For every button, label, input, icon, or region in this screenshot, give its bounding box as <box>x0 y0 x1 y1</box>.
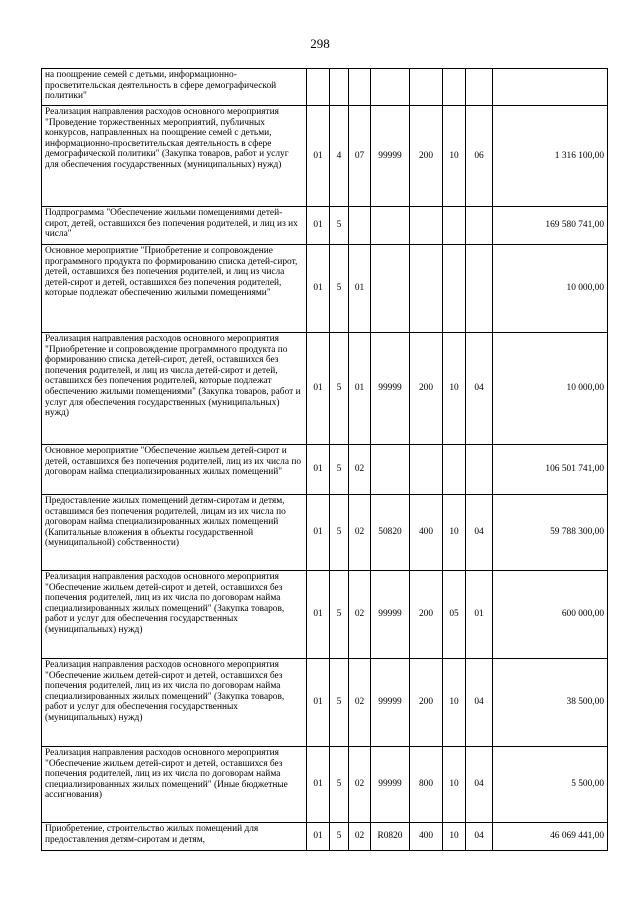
table-row <box>42 571 608 659</box>
cell-amount <box>493 69 608 106</box>
cell-subsection <box>466 69 493 106</box>
cell-subsection: 04 <box>466 823 493 851</box>
cell-direction: 50820 <box>371 495 410 571</box>
cell-subsection: 04 <box>466 495 493 571</box>
cell-amount: 600 000,00 <box>493 571 608 659</box>
cell-subprogram: 5 <box>330 823 349 851</box>
cell-subprogram: 4 <box>330 106 349 207</box>
cell-subprogram: 5 <box>330 207 349 245</box>
cell-amount: 5 500,00 <box>493 747 608 823</box>
row-name: Предоставление жилых помещений детям-сиротам и детям, оставшимся без попечения родителей, лицам из их числа по договорам найма специализированных жилых помещений (Капитальные вложения в объекты государственной (муниципальной) собственности) <box>42 495 307 571</box>
cell-section: 10 <box>443 659 466 747</box>
cell-subsection: 06 <box>466 106 493 207</box>
cell-expense-type: 800 <box>410 747 443 823</box>
cell-program: 01 <box>307 495 330 571</box>
cell-amount: 1 316 100,00 <box>493 106 608 207</box>
cell-subprogram: 5 <box>330 747 349 823</box>
cell-subsection <box>466 245 493 333</box>
cell-event <box>349 207 371 245</box>
row-name: Реализация направления расходов основного мероприятия "Обеспечение жильем детей-сирот и детей, оставшихся без попечения родителей, лиц из их числа по договорам найма специализированных жилых помещений" (Иные бюджетные ассигнования) <box>42 747 307 823</box>
cell-direction <box>371 245 410 333</box>
budget-table <box>41 68 608 851</box>
table-row <box>42 659 608 747</box>
cell-section: 10 <box>443 495 466 571</box>
cell-subsection <box>466 445 493 495</box>
cell-event: 02 <box>349 445 371 495</box>
row-name: Реализация направления расходов основного мероприятия "Проведение торжественных мероприятий, публичных конкурсов, направленных на поощрение семей с детьми, информационно-просветительская деятельность в сфере демографической политики" (Закупка товаров, работ и услуг для обеспечения государственных (муниципальных) нужд) <box>42 106 307 207</box>
cell-section: 10 <box>443 333 466 445</box>
cell-event: 01 <box>349 245 371 333</box>
cell-subprogram: 5 <box>330 445 349 495</box>
row-name: Основное мероприятие "Приобретение и сопровождение программного продукта по формированию списка детей-сирот, детей, оставшихся без попечения родителей, и лиц из числа детей-сирот и детей, оставшихся без попечения родителей, которые подлежат обеспечению жилыми помещениями" <box>42 245 307 333</box>
cell-subprogram: 5 <box>330 571 349 659</box>
cell-program: 01 <box>307 571 330 659</box>
cell-program: 01 <box>307 445 330 495</box>
cell-program: 01 <box>307 747 330 823</box>
cell-direction: 99999 <box>371 747 410 823</box>
cell-direction <box>371 445 410 495</box>
table-row <box>42 245 608 333</box>
cell-expense-type: 200 <box>410 659 443 747</box>
cell-section: 10 <box>443 823 466 851</box>
cell-expense-type: 200 <box>410 333 443 445</box>
cell-event: 07 <box>349 106 371 207</box>
cell-program: 01 <box>307 823 330 851</box>
cell-expense-type <box>410 207 443 245</box>
cell-subsection: 01 <box>466 571 493 659</box>
cell-program: 01 <box>307 106 330 207</box>
cell-program <box>307 69 330 106</box>
cell-subprogram: 5 <box>330 245 349 333</box>
cell-direction <box>371 207 410 245</box>
cell-subprogram: 5 <box>330 659 349 747</box>
row-name: Реализация направления расходов основного мероприятия "Обеспечение жильем детей-сирот и детей, оставшихся без попечения родителей, лиц из их числа по договорам найма специализированных жилых помещений" (Закупка товаров, работ и услуг для обеспечения государственных (муниципальных) нужд) <box>42 571 307 659</box>
cell-subprogram <box>330 69 349 106</box>
cell-event: 02 <box>349 659 371 747</box>
table-row <box>42 823 608 851</box>
cell-event: 02 <box>349 823 371 851</box>
cell-program: 01 <box>307 333 330 445</box>
cell-subprogram: 5 <box>330 495 349 571</box>
row-name: на поощрение семей с детьми, информационно-просветительская деятельность в сфере демографической политики" <box>42 69 307 106</box>
cell-section <box>443 207 466 245</box>
cell-subprogram: 5 <box>330 333 349 445</box>
cell-event <box>349 69 371 106</box>
row-name: Основное мероприятие "Обеспечение жильем детей-сирот и детей, оставшихся без попечения родителей, лиц из их числа по договорам найма специализированных жилых помещений" <box>42 445 307 495</box>
cell-amount: 10 000,00 <box>493 245 608 333</box>
cell-section <box>443 69 466 106</box>
cell-expense-type <box>410 445 443 495</box>
cell-event: 02 <box>349 571 371 659</box>
cell-amount: 106 501 741,00 <box>493 445 608 495</box>
cell-program: 01 <box>307 659 330 747</box>
table-row <box>42 445 608 495</box>
cell-event: 02 <box>349 495 371 571</box>
table-row <box>42 69 608 106</box>
cell-subsection: 04 <box>466 333 493 445</box>
table-row <box>42 747 608 823</box>
cell-section: 05 <box>443 571 466 659</box>
cell-expense-type <box>410 245 443 333</box>
cell-direction: R0820 <box>371 823 410 851</box>
cell-program: 01 <box>307 245 330 333</box>
cell-expense-type: 400 <box>410 495 443 571</box>
row-name: Реализация направления расходов основного мероприятия "Обеспечение жильем детей-сирот и детей, оставшихся без попечения родителей, лиц из их числа по договорам найма специализированных жилых помещений" (Закупка товаров, работ и услуг для обеспечения государственных (муниципальных) нужд) <box>42 659 307 747</box>
table-row <box>42 106 608 207</box>
cell-amount: 59 788 300,00 <box>493 495 608 571</box>
cell-event: 02 <box>349 747 371 823</box>
cell-amount: 169 580 741,00 <box>493 207 608 245</box>
cell-section <box>443 445 466 495</box>
cell-expense-type <box>410 69 443 106</box>
cell-section: 10 <box>443 106 466 207</box>
cell-subsection: 04 <box>466 747 493 823</box>
cell-section: 10 <box>443 747 466 823</box>
cell-expense-type: 400 <box>410 823 443 851</box>
cell-program: 01 <box>307 207 330 245</box>
row-name: Реализация направления расходов основного мероприятия "Приобретение и сопровождение программного продукта по формированию списка детей-сирот, детей, оставшихся без попечения родителей, и лиц из числа детей-сирот и детей, оставшихся без попечения родителей, которые подлежат обеспечению жилыми помещениями" (Закупка товаров, работ и услуг для обеспечения государственных (муниципальных) нужд) <box>42 333 307 445</box>
cell-direction <box>371 69 410 106</box>
cell-event: 01 <box>349 333 371 445</box>
table-row <box>42 333 608 445</box>
cell-direction: 99999 <box>371 333 410 445</box>
cell-subsection: 04 <box>466 659 493 747</box>
row-name: Подпрограмма "Обеспечение жильми помещениями детей-сирот, детей, оставшихся без попечения родителей, и лиц из их числа" <box>42 207 307 245</box>
cell-direction: 99999 <box>371 106 410 207</box>
page-number: 298 <box>310 36 330 51</box>
cell-subsection <box>466 207 493 245</box>
table-row <box>42 207 608 245</box>
cell-section <box>443 245 466 333</box>
cell-direction: 99999 <box>371 571 410 659</box>
row-name: Приобретение, строительство жилых помещений для предоставления детям-сиротам и детям, <box>42 823 307 851</box>
cell-amount: 38 500,00 <box>493 659 608 747</box>
table-row <box>42 495 608 571</box>
cell-direction: 99999 <box>371 659 410 747</box>
cell-amount: 46 069 441,00 <box>493 823 608 851</box>
cell-expense-type: 200 <box>410 106 443 207</box>
cell-amount: 10 000,00 <box>493 333 608 445</box>
cell-expense-type: 200 <box>410 571 443 659</box>
